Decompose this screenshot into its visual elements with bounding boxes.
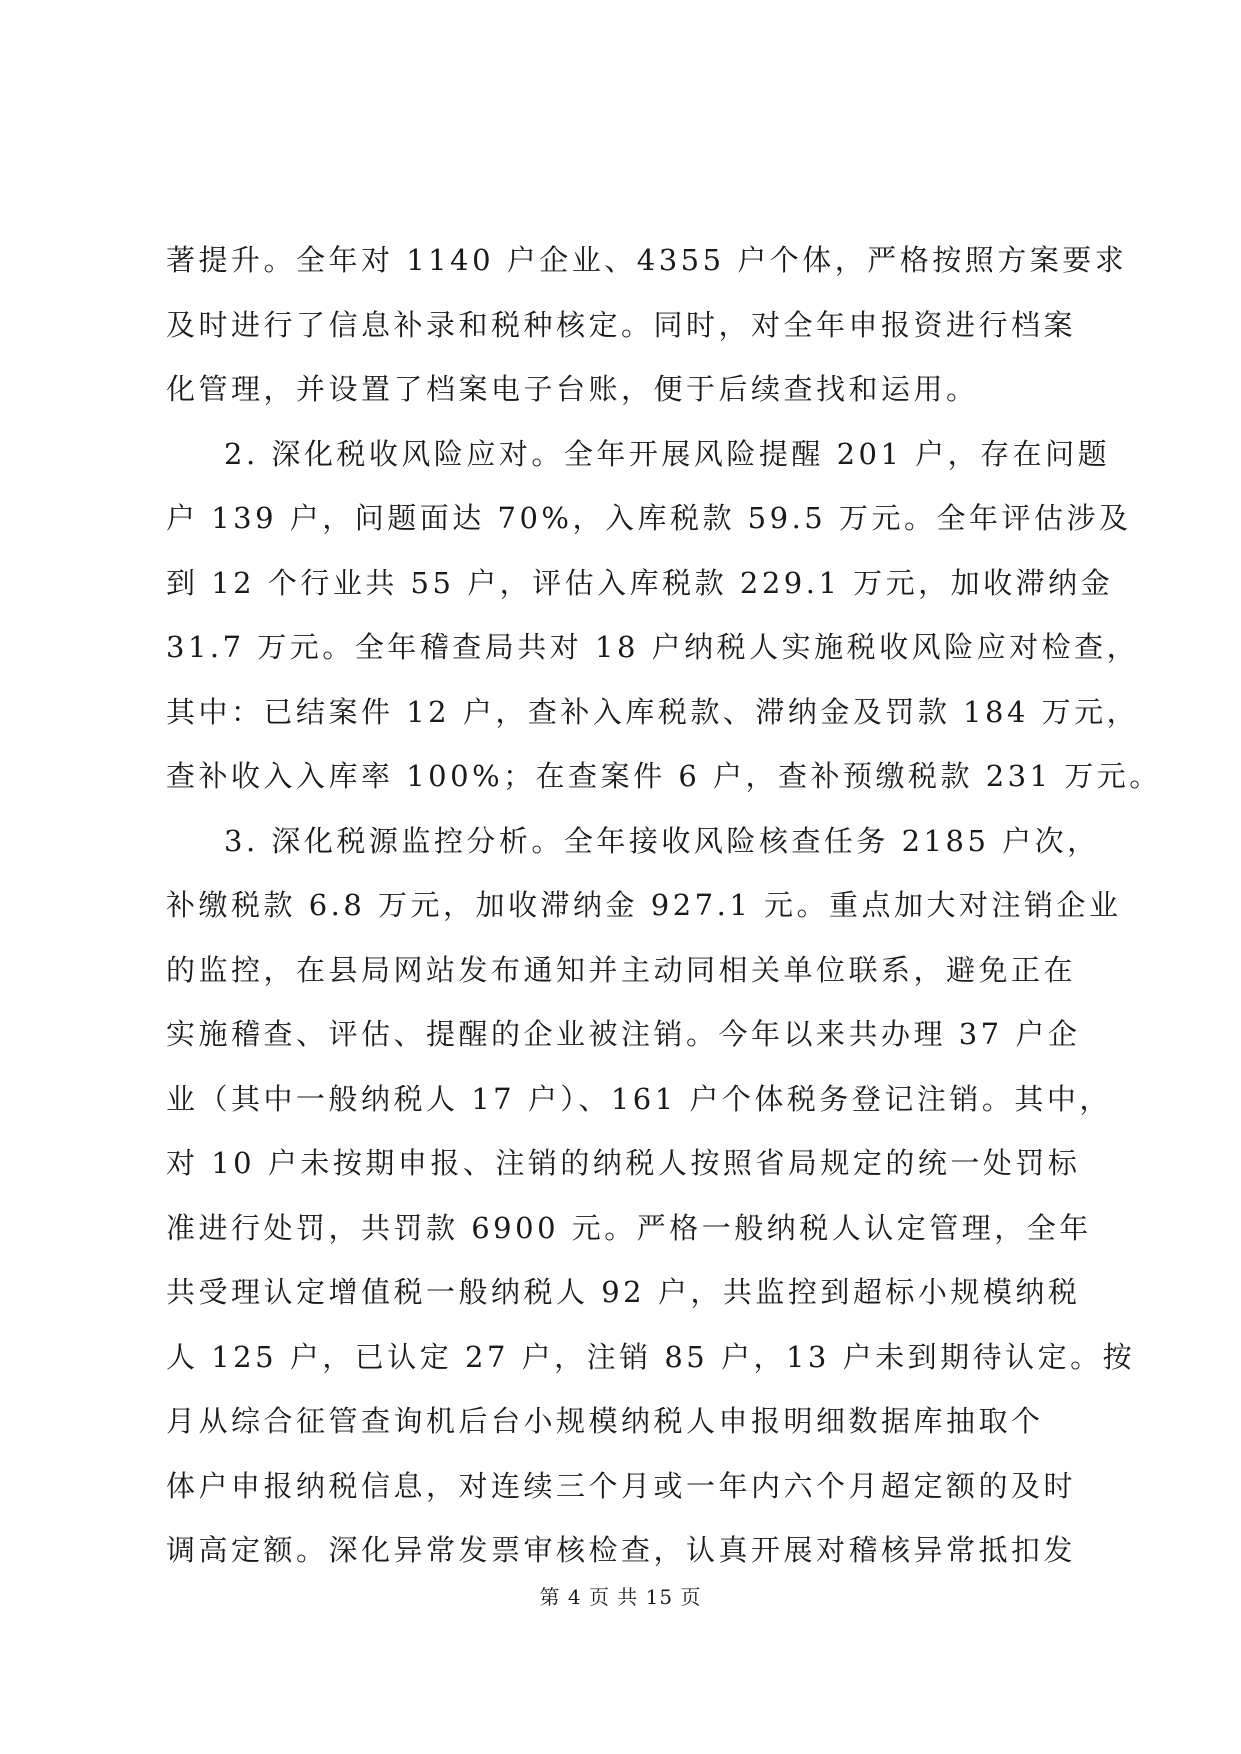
text-line: 实施稽查、评估、提醒的企业被注销。今年以来共办理 37 户企	[166, 1017, 1081, 1051]
text-line: 其中：已结案件 12 户，查补入库税款、滞纳金及罚款 184 万元，	[166, 694, 1140, 729]
text-line: 著提升。全年对 1140 户企业、4355 户个体，严格按照方案要求	[166, 243, 1128, 277]
text-line: 月从综合征管查询机后台小规模纳税人申报明细数据库抽取个	[166, 1404, 1044, 1438]
text-line: 化管理，并设置了档案电子台账，便于后续查找和运用。	[166, 372, 979, 406]
text-line: 人 125 户，已认定 27 户，注销 85 户，13 户未到期待认定。按	[166, 1339, 1136, 1374]
text-line: 及时进行了信息补录和税种核定。同时，对全年申报资进行档案	[166, 307, 1077, 342]
paragraph-heading-line: 3. 深化税源监控分析。全年接收风险核查任务 2185 户次，	[224, 823, 1100, 858]
body-text	[166, 228, 1162, 1583]
paragraph-heading-line: 2. 深化税收风险应对。全年开展风险提醒 201 户，存在问题	[224, 436, 1111, 471]
text-line: 体户申报纳税信息，对连续三个月或一年内六个月超定额的及时	[166, 1468, 1077, 1503]
text-line: 户 139 户，问题面达 70%，入库税款 59.5 万元。全年评估涉及	[166, 501, 1132, 535]
text-line: 调高定额。深化异常发票审核检查，认真开展对稽核异常抵扣发	[166, 1533, 1077, 1567]
text-line: 对 10 户未按期申报、注销的纳税人按照省局规定的统一处罚标	[166, 1146, 1081, 1180]
text-line: 业（其中一般纳税人 17 户）、161 户个体税务登记注销。其中，	[166, 1081, 1112, 1116]
text-line: 查补收入入库率 100%；在查案件 6 户，查补预缴税款 231 万元。	[166, 759, 1162, 793]
text-line: 31.7 万元。全年稽查局共对 18 户纳税人实施税收风险应对检查，	[166, 630, 1140, 664]
page-footer	[0, 1584, 1241, 1610]
text-line: 准进行处罚，共罚款 6900 元。严格一般纳税人认定管理，全年	[166, 1210, 1092, 1245]
page-number-label: 第 4 页 共 15 页	[539, 1585, 702, 1609]
text-line: 的监控，在县局网站发布通知并主动同相关单位联系，避免正在	[166, 952, 1077, 987]
text-line: 补缴税款 6.8 万元，加收滞纳金 927.1 元。重点加大对注销企业	[166, 888, 1122, 922]
text-line: 到 12 个行业共 55 户，评估入库税款 229.1 万元，加收滞纳金	[166, 565, 1114, 600]
text-line: 共受理认定增值税一般纳税人 92 户，共监控到超标小规模纳税	[166, 1275, 1081, 1309]
